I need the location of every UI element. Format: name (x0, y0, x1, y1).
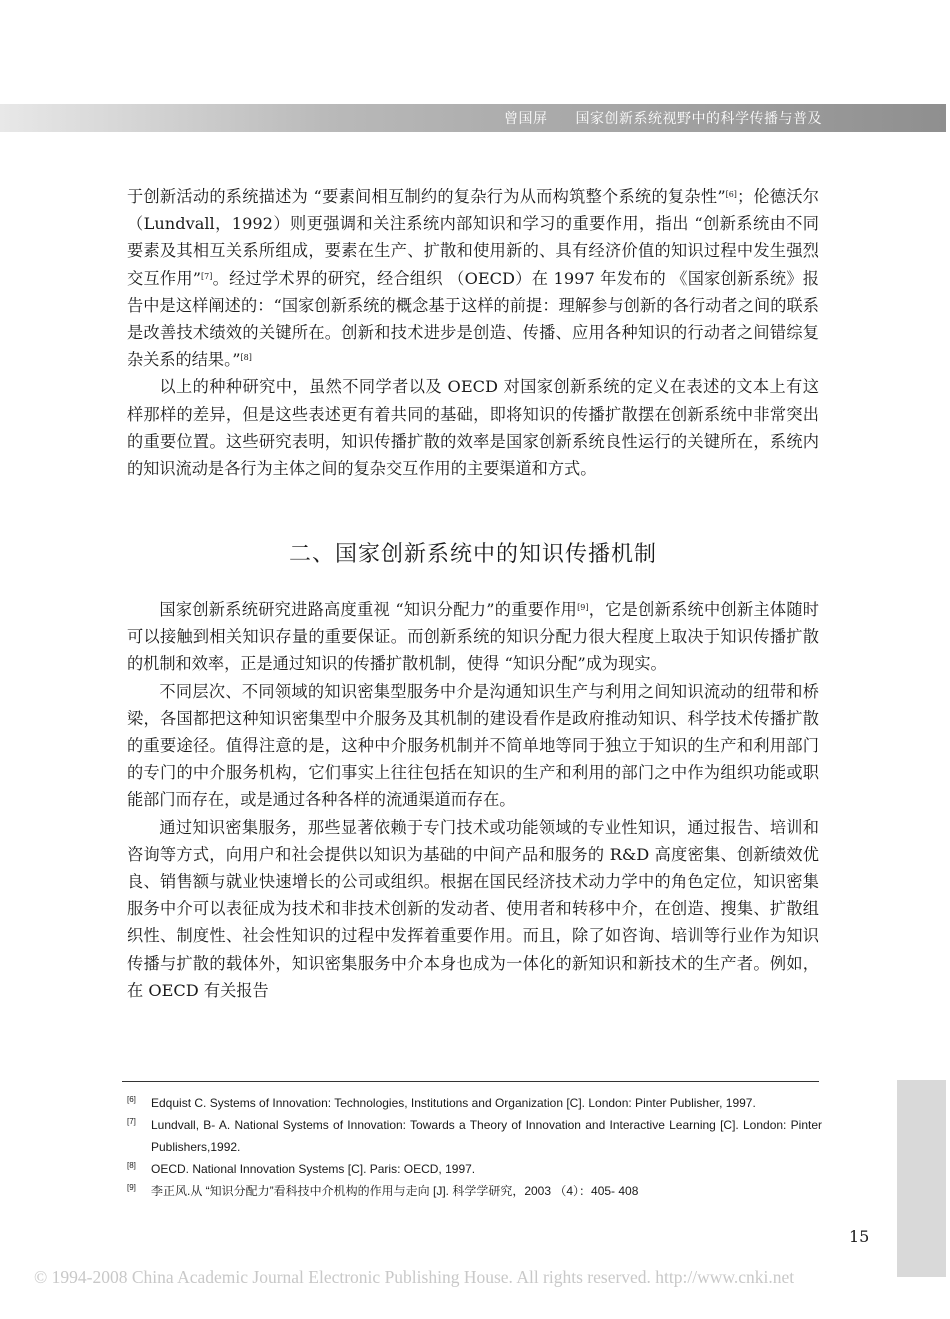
section-title: 二、国家创新系统中的知识传播机制 (288, 542, 657, 567)
footnote-9: [9] 李正风.从 “知识分配力”看科技中介机构的作用与走向 [J]. 科学学研究，2003 （4）：405- 408 (127, 1183, 639, 1198)
paragraph-1: 于创新活动的系统描述为 “要素间相互制约的复杂行为从而构筑整个系统的复杂性”[6]；伦德沃尔 （Lundvall，1992）则更强调和关注系统内部知识和学习的重要作用，指出 “创新系统由不同要素及其相互关系所组成，要素在生产、扩散和使用新的、具有经济价值的知识过程中发生强烈交互作用”[7]。经过学术界的研究，经合组织 （OECD）在 1997 年发布的 《国家创新系统》报告中是这样阐述的：“国家创新系统的概念基于这样的前提：理解参与创新的各行动者之间的联系是改善技术绩效的关键所在。创新和技术进步是创造、传播、应用各种知识的行动者之间错综复杂关系的结果。”[8] (127, 187, 819, 370)
footnotes (127, 1092, 822, 1202)
paragraph-4: 不同层次、不同领域的知识密集型服务中介是沟通知识生产与利用之间知识流动的纽带和桥梁，各国都把这种知识密集型中介服务及其机制的建设看作是政府推动知识、科学技术传播扩散的重要途径。值得注意的是，这种中介服务机制并不简单地等同于独立于知识的生产和利用部门的专门的中介服务机构，它们事实上往往包括在知识的生产和利用的部门之中作为组织功能或职能部门而存在，或是通过各种各样的流通渠道而存在。 (127, 681, 819, 810)
copyright-notice: © 1994-2008 China Academic Journal Electronic Publishing House. All rights reserved. http://www.cnki.net (34, 1267, 795, 1287)
footnote-6: [6] Edquist C. Systems of Innovation: Technologies, Institutions and Organization [C]. London: Pinter Publisher, 1997. (127, 1095, 756, 1110)
page-number: 15 (849, 1227, 870, 1246)
paragraph-3: 国家创新系统研究进路高度重视 “知识分配力”的重要作用[9]，它是创新系统中创新主体随时可以接触到相关知识存量的重要保证。而创新系统的知识分配力很大程度上取决于知识传播扩散的机制和效率，正是通过知识的传播扩散机制，使得 “知识分配”成为现实。 (127, 600, 819, 674)
body-block-1 (127, 183, 819, 482)
body-block-2 (127, 596, 819, 1004)
footnote-7: [7] Lundvall, B- A. National Systems of Innovation: Towards a Theory of Innovation and Interactive Learning [C]. London: Pinter Publishers,1992. (127, 1117, 822, 1154)
paragraph-2: 以上的种种研究中，虽然不同学者以及 OECD 对国家创新系统的定义在表述的文本上有这样那样的差异，但是这些表述更有着共同的基础，即将知识的传播扩散摆在创新系统中非常突出的重要位置。这些研究表明，知识传播扩散的效率是国家创新系统良性运行的关键所在，系统内的知识流动是各行为主体之间的复杂交互作用的主要渠道和方式。 (127, 377, 819, 479)
running-header (504, 108, 822, 128)
citation-7: [7] (201, 271, 213, 281)
footnote-8: [8] OECD. National Innovation Systems [C]. Paris: OECD, 1997. (127, 1161, 476, 1176)
header-author: 曾国屏 (504, 111, 548, 127)
paragraph-5: 通过知识密集服务，那些显著依赖于专门技术或功能领域的专业性知识，通过报告、培训和咨询等方式，向用户和社会提供以知识为基础的中间产品和服务的 R&D 高度密集、创新绩效优良、销售额与就业快速增长的公司或组织。根据在国民经济技术动力学中的角色定位，知识密集服务中介可以表征成为技术和非技术创新的发动者、使用者和转移中介，在创造、搜集、扩散组织性、制度性、社会性知识的过程中发挥着重要作用。而且，除了如咨询、培训等行业作为知识传播与扩散的载体外，知识密集服务中介本身也成为一体化的新知识和新技术的生产者。例如，在 OECD 有关报告 (127, 817, 819, 1000)
page-edge-tab (897, 1080, 946, 1277)
citation-8: [8] (240, 353, 252, 363)
footnote-divider (122, 1081, 819, 1082)
citation-6: [6] (725, 190, 737, 199)
citation-9: [9] (577, 603, 589, 612)
header-title: 国家创新系统视野中的科学传播与普及 (575, 111, 822, 127)
